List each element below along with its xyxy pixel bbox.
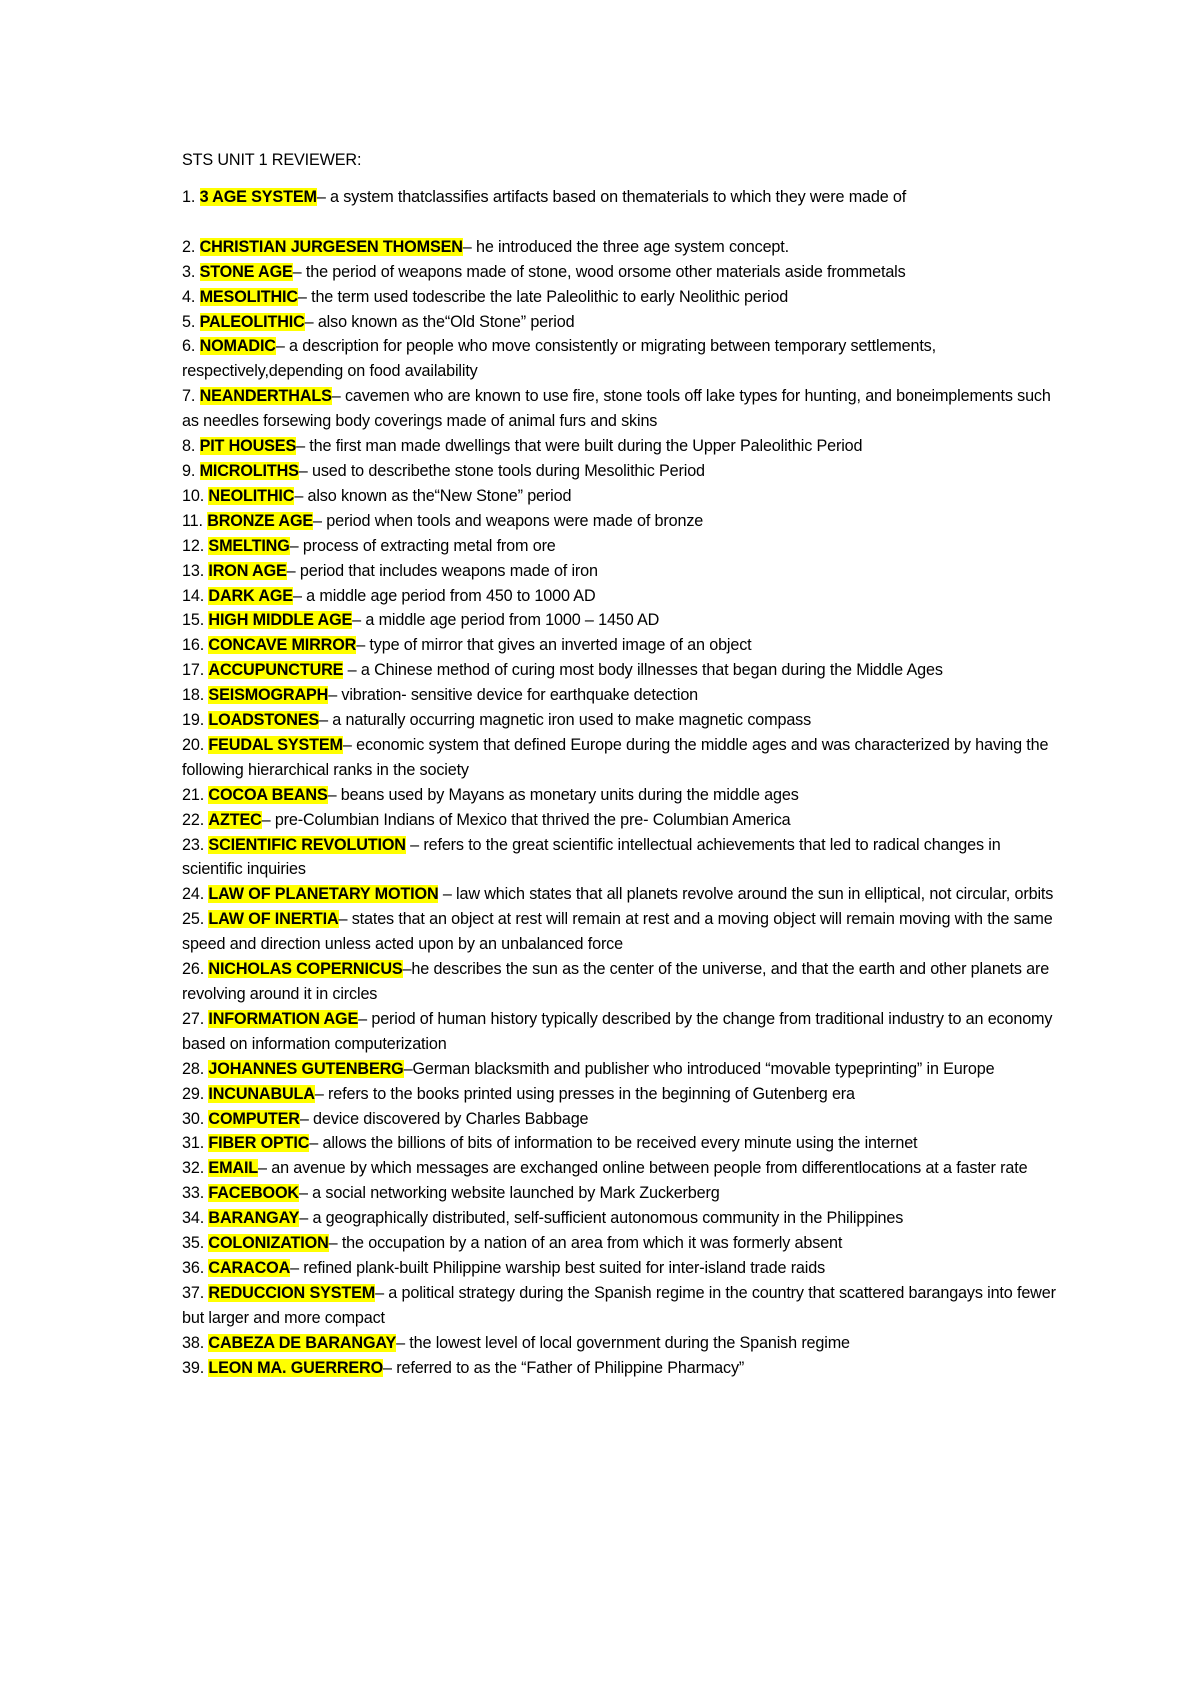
item-term: FIBER OPTIC [208, 1134, 310, 1153]
item-number: 28. [182, 1059, 205, 1078]
list-item [182, 285, 1062, 310]
list-item [182, 683, 1062, 708]
item-term: NEOLITHIC [208, 486, 295, 505]
item-term: FEUDAL SYSTEM [208, 735, 343, 754]
list-item [182, 1331, 1062, 1356]
item-term: PIT HOUSES [199, 437, 297, 456]
list-item [182, 1206, 1062, 1231]
item-term: NEANDERTHALS [199, 387, 332, 406]
item-definition: – referred to as the “Father of Philippine Pharmacy” [383, 1358, 745, 1377]
item-term: 3 AGE SYSTEM [199, 187, 317, 206]
item-definition: – a naturally occurring magnetic iron used to make magnetic compass [319, 711, 812, 730]
item-number: 7. [182, 387, 196, 406]
item-number: 3. [182, 262, 196, 281]
item-definition: – a political strategy during the Spanish regime in the country that scattered barangays into fewer but larger and more compact [182, 1283, 1056, 1327]
item-number: 20. [182, 735, 205, 754]
item-number: 25. [182, 910, 205, 929]
item-definition: – vibration- sensitive device for earthquake detection [328, 686, 699, 705]
list-item [182, 1057, 1062, 1082]
item-term: NICHOLAS COPERNICUS [208, 960, 403, 979]
item-definition: – also known as the“New Stone” period [294, 486, 572, 505]
item-definition: – the lowest level of local government during the Spanish regime [396, 1333, 850, 1352]
item-term: BARANGAY [208, 1209, 300, 1228]
item-number: 19. [182, 711, 205, 730]
list-item [182, 882, 1062, 907]
item-definition: – refers to the great scientific intellectual achievements that led to radical changes in scientific inquiries [182, 835, 1001, 879]
list-item [182, 783, 1062, 808]
item-number: 26. [182, 960, 205, 979]
list-item [182, 907, 1062, 957]
item-number: 11. [182, 511, 203, 530]
item-term: LEON MA. GUERRERO [208, 1358, 384, 1377]
item-definition: – the first man made dwellings that were built during the Upper Paleolithic Period [296, 437, 863, 456]
item-definition: – period when tools and weapons were made of bronze [313, 511, 704, 530]
list-item [182, 1156, 1062, 1181]
item-number: 38. [182, 1333, 205, 1352]
item-term: STONE AGE [199, 262, 293, 281]
document-body [182, 148, 1062, 1381]
item-definition: – a middle age period from 1000 – 1450 AD [352, 611, 660, 630]
item-number: 2. [182, 237, 196, 256]
list-item [182, 559, 1062, 584]
item-definition: – refined plank-built Philippine warship best suited for inter-island trade raids [290, 1258, 826, 1277]
item-number: 22. [182, 810, 205, 829]
item-definition: – pre-Columbian Indians of Mexico that thrived the pre- Columbian America [261, 810, 791, 829]
item-definition: –he describes the sun as the center of the universe, and that the earth and other planets are revolving around it in circles [182, 960, 1050, 1003]
list-item [182, 459, 1062, 484]
list-item [182, 633, 1062, 658]
item-definition: – a Chinese method of curing most body illnesses that began during the Middle Ages [343, 661, 943, 680]
list-item [182, 1281, 1062, 1331]
item-number: 24. [182, 885, 205, 904]
list-item [182, 808, 1062, 833]
item-definition: – economic system that defined Europe during the middle ages and was characterized by having the following hierarchical ranks in the society [182, 735, 1049, 779]
item-number: 4. [182, 287, 196, 306]
item-term: HIGH MIDDLE AGE [208, 611, 353, 630]
item-number: 33. [182, 1184, 205, 1203]
item-term: INCUNABULA [208, 1084, 315, 1103]
item-definition: – period of human history typically described by the change from traditional industry to an economy based on information computerization [182, 1009, 1053, 1053]
item-number: 9. [182, 461, 196, 480]
item-number: 5. [182, 312, 196, 331]
item-term: SEISMOGRAPH [208, 686, 329, 705]
item-number: 32. [182, 1159, 205, 1178]
item-number: 17. [182, 661, 205, 680]
item-number: 34. [182, 1209, 205, 1228]
item-number: 37. [182, 1283, 205, 1302]
list-item [182, 658, 1062, 683]
item-number: 29. [182, 1084, 205, 1103]
list-item [182, 1231, 1062, 1256]
item-number: 14. [182, 586, 205, 605]
item-definition: – used to describethe stone tools during Mesolithic Period [298, 461, 705, 480]
reviewer-list [182, 185, 1062, 1381]
item-term: CABEZA DE BARANGAY [208, 1333, 397, 1352]
list-item [182, 1181, 1062, 1206]
list-item [182, 1256, 1062, 1281]
list-item [182, 608, 1062, 633]
item-term: JOHANNES GUTENBERG [208, 1059, 404, 1078]
item-number: 27. [182, 1009, 205, 1028]
item-term: AZTEC [208, 810, 262, 829]
item-definition: – allows the billions of bits of information to be received every minute using the internet [309, 1134, 918, 1153]
item-number: 31. [182, 1134, 205, 1153]
list-item [182, 708, 1062, 733]
item-term: BRONZE AGE [207, 511, 314, 530]
item-definition: – beans used by Mayans as monetary units during the middle ages [327, 785, 799, 804]
item-number: 1. [182, 187, 196, 206]
item-term: SMELTING [208, 536, 290, 555]
item-definition: – period that includes weapons made of iron [286, 561, 598, 580]
item-definition: – process of extracting metal from ore [289, 536, 556, 555]
list-item [182, 1007, 1062, 1057]
list-item [182, 260, 1062, 285]
list-item [182, 957, 1062, 1007]
item-number: 13. [182, 561, 205, 580]
item-number: 21. [182, 785, 205, 804]
item-term: REDUCCION SYSTEM [208, 1283, 376, 1302]
item-definition: – a system thatclassifies artifacts based on thematerials to which they were made of [316, 187, 907, 206]
item-number: 23. [182, 835, 205, 854]
list-item [182, 1107, 1062, 1132]
item-definition: – he introduced the three age system concept. [462, 237, 789, 256]
item-term: DARK AGE [208, 586, 293, 605]
item-definition: – a middle age period from 450 to 1000 AD [292, 586, 596, 605]
item-term: INFORMATION AGE [208, 1009, 359, 1028]
item-number: 36. [182, 1258, 205, 1277]
item-definition: –German blacksmith and publisher who introduced “movable typeprinting” in Europe [403, 1059, 995, 1078]
list-item [182, 310, 1062, 335]
item-term: IRON AGE [208, 561, 287, 580]
list-item [182, 334, 1062, 384]
list-item [182, 509, 1062, 534]
item-term: COCOA BEANS [208, 785, 328, 804]
item-term: MICROLITHS [199, 461, 299, 480]
list-item [182, 1131, 1062, 1156]
item-term: COMPUTER [208, 1109, 300, 1128]
item-definition: – a description for people who move consistently or migrating between temporary settlements, respectively,depending on food availability [182, 337, 936, 381]
item-term: COLONIZATION [208, 1234, 329, 1253]
item-term: CHRISTIAN JURGESEN THOMSEN [199, 237, 463, 256]
item-definition: – cavemen who are known to use fire, stone tools off lake types for hunting, and boneimplements such as needles forsewing body coverings made of animal furs and skins [182, 387, 1051, 431]
item-definition: – a geographically distributed, self-sufficient autonomous community in the Philippines [299, 1209, 904, 1228]
item-term: LAW OF PLANETARY MOTION [208, 885, 439, 904]
item-number: 18. [182, 686, 205, 705]
list-item [182, 434, 1062, 459]
list-item [182, 534, 1062, 559]
item-term: CARACOA [208, 1258, 291, 1277]
item-number: 12. [182, 536, 205, 555]
item-number: 39. [182, 1358, 205, 1377]
item-term: PALEOLITHIC [199, 312, 305, 331]
item-term: ACCUPUNCTURE [208, 661, 344, 680]
item-number: 35. [182, 1234, 205, 1253]
item-term: MESOLITHIC [199, 287, 298, 306]
list-item [182, 185, 1062, 210]
item-term: LAW OF INERTIA [208, 910, 339, 929]
list-item [182, 1082, 1062, 1107]
item-number: 15. [182, 611, 205, 630]
item-definition: – device discovered by Charles Babbage [299, 1109, 589, 1128]
list-item [182, 1356, 1062, 1381]
list-item [182, 584, 1062, 609]
list-item [182, 733, 1062, 783]
item-definition: – also known as the“Old Stone” period [304, 312, 575, 331]
item-number: 8. [182, 437, 196, 456]
item-definition: – an avenue by which messages are exchanged online between people from differentlocations at a faster rate [258, 1159, 1028, 1178]
item-term: SCIENTIFIC REVOLUTION [208, 835, 406, 854]
list-item [182, 833, 1062, 883]
item-number: 6. [182, 337, 196, 356]
item-term: CONCAVE MIRROR [208, 636, 357, 655]
item-definition: – the period of weapons made of stone, wood orsome other materials aside frommetals [292, 262, 906, 281]
item-definition: – the occupation by a nation of an area from which it was formerly absent [328, 1234, 843, 1253]
item-term: NOMADIC [199, 337, 276, 356]
item-term: EMAIL [208, 1159, 259, 1178]
list-item [182, 384, 1062, 434]
document-title: STS UNIT 1 REVIEWER: [182, 151, 362, 169]
item-definition: – law which states that all planets revolve around the sun in elliptical, not circular, orbits [438, 885, 1054, 904]
item-definition: – states that an object at rest will remain at rest and a moving object will remain moving with the same speed and direction unless acted upon by an unbalanced force [182, 910, 1053, 954]
item-definition: – type of mirror that gives an inverted image of an object [356, 636, 752, 655]
item-number: 16. [182, 636, 205, 655]
item-definition: – the term used todescribe the late Paleolithic to early Neolithic period [297, 287, 789, 306]
item-term: FACEBOOK [208, 1184, 299, 1203]
item-number: 10. [182, 486, 205, 505]
list-item [182, 235, 1062, 260]
item-definition: – refers to the books printed using presses in the beginning of Gutenberg era [314, 1084, 855, 1103]
item-definition: – a social networking website launched by Mark Zuckerberg [298, 1184, 720, 1203]
list-item [182, 484, 1062, 509]
item-term: LOADSTONES [208, 711, 320, 730]
item-number: 30. [182, 1109, 205, 1128]
